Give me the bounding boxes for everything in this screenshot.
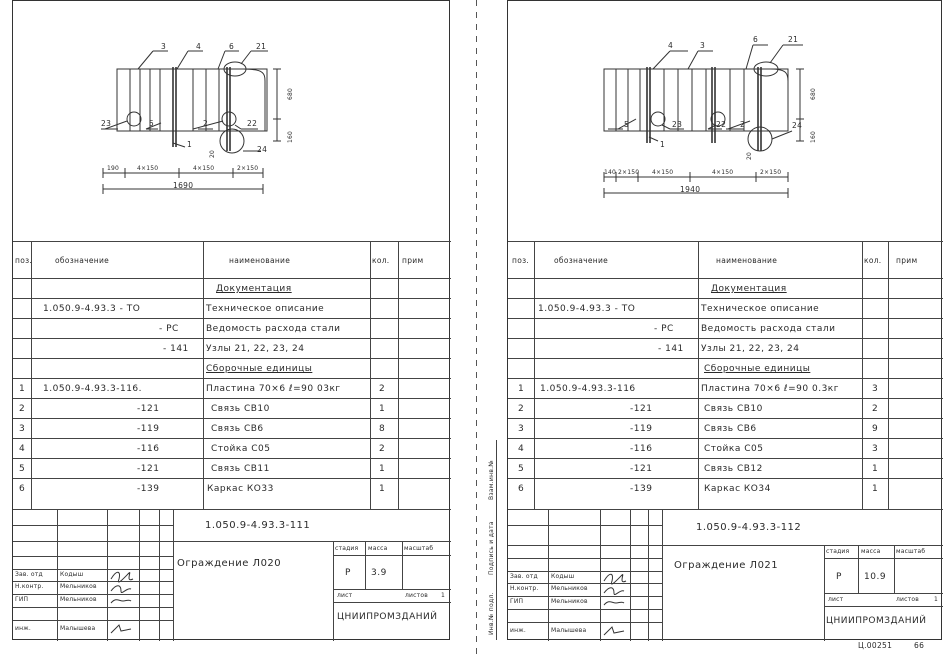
stamp-scale-header: масштаб xyxy=(404,545,434,552)
item-des: -116 xyxy=(137,444,160,454)
item-des: -139 xyxy=(630,484,653,494)
callout-22: 22 xyxy=(247,119,258,128)
doc-row-des: 1.050.9-4.93.3 - ТО xyxy=(43,304,141,314)
doc-code: 1.050.9-4.93.3-112 xyxy=(696,522,802,533)
header-note: прим xyxy=(896,256,918,265)
item-name: Связь СВ11 xyxy=(211,464,270,474)
item-name: Пластина 70×6 ℓ=90 0.3кг xyxy=(701,384,839,394)
callout-1: 1 xyxy=(660,140,666,149)
dim-total: 1940 xyxy=(680,185,701,194)
item-pos: 4 xyxy=(19,444,26,454)
item-name: Каркас КО33 xyxy=(207,484,274,494)
stamp-org: ЦНИИПРОМЗДАНИЙ xyxy=(826,616,927,626)
item-qty: 8 xyxy=(379,424,386,434)
doc-row-des: - РС xyxy=(159,324,179,334)
callout-3: 3 xyxy=(161,42,167,51)
header-designation: обозначение xyxy=(554,256,609,265)
callout-24: 24 xyxy=(257,145,268,154)
signatures-right xyxy=(508,1,668,641)
stamp-mass-header: масса xyxy=(861,548,881,555)
stamp-sheet-header: лист xyxy=(337,592,353,599)
margin-label-replace: Взам.инв.№ xyxy=(488,460,495,500)
header-qty: кол. xyxy=(864,256,882,265)
callout-22: 22 xyxy=(716,120,727,129)
item-pos: 3 xyxy=(19,424,26,434)
dim-680: 680 xyxy=(810,87,818,101)
stamp-role: Зав. отд xyxy=(510,573,538,580)
stamp-mass-header: масса xyxy=(368,545,388,552)
stamp-role: инж. xyxy=(510,627,526,634)
item-pos: 3 xyxy=(518,424,525,434)
item-name: Связь СВ10 xyxy=(211,404,270,414)
dim-140: 140 xyxy=(604,169,617,176)
item-des: -119 xyxy=(137,424,160,434)
item-des: -139 xyxy=(137,484,160,494)
header-pos: поз. xyxy=(15,256,33,265)
doc-row-name: Ведомость расхода стали xyxy=(701,324,836,334)
stamp-person: Малышева xyxy=(60,625,96,632)
stamp-role: инж. xyxy=(15,625,31,632)
section-assembly: Сборочные единицы xyxy=(704,364,811,374)
dim-2x150-a: 2×150 xyxy=(618,169,640,176)
item-qty: 1 xyxy=(379,404,386,414)
stamp-person: Малышева xyxy=(551,627,587,634)
callout-21: 21 xyxy=(256,42,267,51)
callout-23: 23 xyxy=(672,120,683,129)
callout-5: 5 xyxy=(149,119,155,128)
item-name: Стойка С05 xyxy=(704,444,764,454)
dim-190: 190 xyxy=(107,165,120,172)
item-name: Связь СВ6 xyxy=(211,424,264,434)
stamp-sheets: 1 xyxy=(441,592,446,599)
doc-row-des: - 141 xyxy=(163,344,189,354)
stamp-role: ГИП xyxy=(15,596,29,603)
stamp-stage-header: стадия xyxy=(335,545,359,552)
dim-160: 160 xyxy=(810,130,818,144)
item-qty: 2 xyxy=(379,384,386,394)
item-name: Каркас КО34 xyxy=(704,484,771,494)
item-des: 1.050.9-4.93.3-116 xyxy=(540,384,636,394)
doc-title: Ограждение Л021 xyxy=(674,560,779,571)
dim-160: 160 xyxy=(287,130,295,144)
drawing-sheet-left xyxy=(12,0,450,640)
stamp-sheet-header: лист xyxy=(828,596,844,603)
item-pos: 5 xyxy=(518,464,525,474)
callout-3: 3 xyxy=(700,41,706,50)
item-qty: 2 xyxy=(379,444,386,454)
header-name: наименование xyxy=(716,256,778,265)
callout-6: 6 xyxy=(229,42,235,51)
item-pos: 2 xyxy=(19,404,26,414)
item-qty: 1 xyxy=(379,464,386,474)
dim-total: 1690 xyxy=(173,181,194,190)
item-name: Стойка С05 xyxy=(211,444,271,454)
margin-label-inv: Инв.№ подл. xyxy=(488,592,495,635)
header-note: прим xyxy=(402,256,424,265)
item-qty: 1 xyxy=(872,464,879,474)
stamp-role: ГИП xyxy=(510,598,524,605)
stamp-mass: 10.9 xyxy=(864,572,887,582)
stamp-role: Зав. отд xyxy=(15,571,43,578)
doc-row-name: Техническое описание xyxy=(206,304,325,314)
item-des: -121 xyxy=(630,404,653,414)
section-assembly: Сборочные единицы xyxy=(206,364,313,374)
stamp-stage: Р xyxy=(345,568,351,578)
callout-6: 6 xyxy=(753,35,759,44)
dim-4x150-a: 4×150 xyxy=(652,169,674,176)
stamp-person: Мельников xyxy=(60,583,97,590)
doc-row-name: Узлы 21, 22, 23, 24 xyxy=(701,344,800,354)
section-docs: Документация xyxy=(711,284,787,294)
item-name: Связь СВ12 xyxy=(704,464,763,474)
item-des: -121 xyxy=(137,404,160,414)
stamp-scale-header: масштаб xyxy=(896,548,926,555)
item-qty: 3 xyxy=(872,444,879,454)
dim-4x150-b: 4×150 xyxy=(193,165,215,172)
stamp-person: Мельников xyxy=(60,596,97,603)
signatures-left xyxy=(13,1,173,641)
item-des: -116 xyxy=(630,444,653,454)
section-docs: Документация xyxy=(216,284,292,294)
callout-21: 21 xyxy=(788,35,799,44)
item-qty: 9 xyxy=(872,424,879,434)
item-name: Связь СВ10 xyxy=(704,404,763,414)
item-pos: 6 xyxy=(518,484,525,494)
callout-1: 1 xyxy=(187,140,193,149)
stamp-mass: 3.9 xyxy=(371,568,387,578)
dim-4x150-b: 4×150 xyxy=(712,169,734,176)
dim-4x150-a: 4×150 xyxy=(137,165,159,172)
item-name: Пластина 70×6 ℓ=90 03кг xyxy=(206,384,341,394)
stamp-sheets-header: листов xyxy=(896,596,919,603)
item-qty: 2 xyxy=(872,404,879,414)
item-qty: 1 xyxy=(379,484,386,494)
footer-code: Ц.00251 xyxy=(858,641,893,650)
stamp-role: Н.контр. xyxy=(15,583,44,590)
margin-label-sign: Подпись и дата xyxy=(488,521,495,575)
header-pos: поз. xyxy=(512,256,530,265)
stamp-sheets: 1 xyxy=(934,596,939,603)
doc-row-des: 1.050.9-4.93.3 - ТО xyxy=(538,304,636,314)
item-pos: 1 xyxy=(518,384,525,394)
doc-row-des: - 141 xyxy=(658,344,684,354)
stamp-role: Н.контр. xyxy=(510,585,539,592)
doc-title: Ограждение Л020 xyxy=(177,558,282,569)
stamp-person: Мельников xyxy=(551,585,588,592)
drawing-sheet-right xyxy=(507,0,942,640)
item-pos: 6 xyxy=(19,484,26,494)
callout-24: 24 xyxy=(792,121,803,130)
doc-code: 1.050.9-4.93.3-111 xyxy=(205,520,311,531)
header-name: наименование xyxy=(229,256,291,265)
doc-row-des: - РС xyxy=(654,324,674,334)
doc-row-name: Техническое описание xyxy=(701,304,820,314)
item-des: 1.050.9-4.93.3-116. xyxy=(43,384,143,394)
item-pos: 2 xyxy=(518,404,525,414)
footer-page: 66 xyxy=(914,641,925,650)
item-qty: 3 xyxy=(872,384,879,394)
item-des: -119 xyxy=(630,424,653,434)
stamp-stage: Р xyxy=(836,572,842,582)
dim-20: 20 xyxy=(209,149,217,159)
callout-5: 5 xyxy=(624,120,630,129)
callout-23: 23 xyxy=(101,119,112,128)
item-pos: 1 xyxy=(19,384,26,394)
dim-680: 680 xyxy=(287,87,295,101)
stamp-person: Мельников xyxy=(551,598,588,605)
stamp-person: Кодыш xyxy=(551,573,575,580)
scan-divider xyxy=(476,0,477,654)
dim-20: 20 xyxy=(746,151,754,161)
item-pos: 5 xyxy=(19,464,26,474)
doc-row-name: Ведомость расхода стали xyxy=(206,324,341,334)
item-pos: 4 xyxy=(518,444,525,454)
doc-row-name: Узлы 21, 22, 23, 24 xyxy=(206,344,305,354)
callout-2: 2 xyxy=(203,119,209,128)
header-qty: кол. xyxy=(372,256,390,265)
callout-2: 2 xyxy=(740,120,746,129)
stamp-stage-header: стадия xyxy=(826,548,850,555)
item-qty: 1 xyxy=(872,484,879,494)
stamp-sheets-header: листов xyxy=(405,592,428,599)
dim-2x150: 2×150 xyxy=(237,165,259,172)
callout-4: 4 xyxy=(668,41,674,50)
item-des: -121 xyxy=(630,464,653,474)
callout-4: 4 xyxy=(196,42,202,51)
stamp-person: Кодыш xyxy=(60,571,84,578)
item-des: -121 xyxy=(137,464,160,474)
item-name: Связь СВ6 xyxy=(704,424,757,434)
dim-2x150-b: 2×150 xyxy=(760,169,782,176)
stamp-org: ЦНИИПРОМЗДАНИЙ xyxy=(337,612,438,622)
header-designation: обозначение xyxy=(55,256,110,265)
